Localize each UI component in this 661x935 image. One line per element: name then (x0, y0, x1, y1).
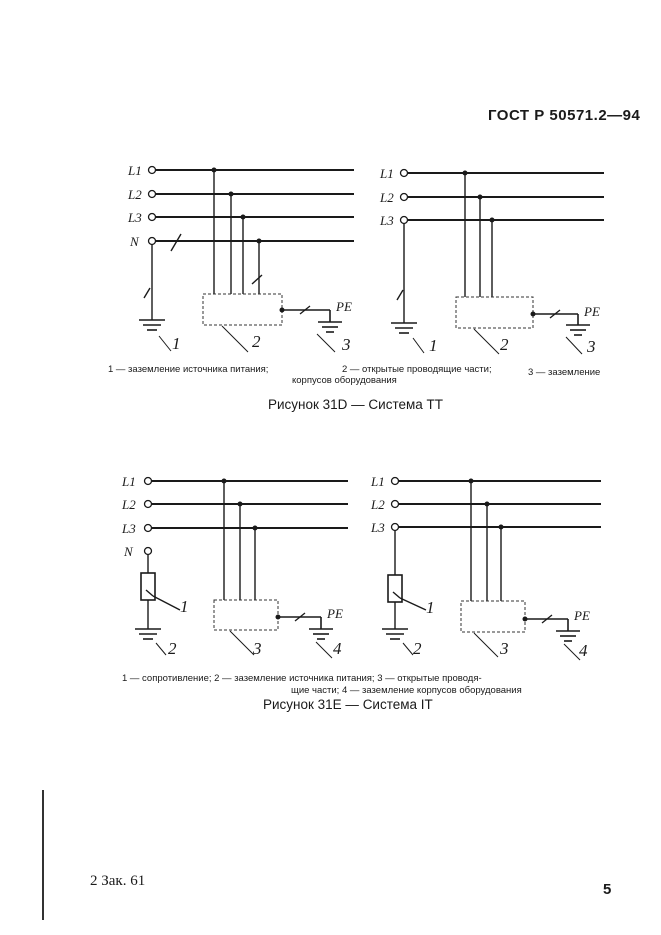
label-l1: L1 (128, 163, 142, 178)
callout-1-it-right: 1 (426, 598, 435, 617)
legend-item-3-cont: корпусов оборудования (292, 375, 397, 386)
label-l1-right: L1 (380, 166, 394, 181)
callout-4-it-right: 4 (579, 641, 588, 660)
label-n-it: N (124, 544, 133, 559)
legend-item-3: 3 — заземление (528, 367, 601, 378)
label-l3-it-right: L3 (371, 520, 385, 535)
label-l3: L3 (128, 210, 142, 225)
callout-2-it-right: 2 (413, 639, 422, 658)
legend-item-2: 2 — открытые проводящие части; (342, 364, 492, 375)
callout-1: 1 (172, 334, 181, 353)
document-header: ГОСТ Р 50571.2—94 (488, 107, 641, 124)
label-l1-it: L1 (122, 474, 136, 489)
callout-1-right: 1 (429, 336, 438, 355)
callout-3-it-right: 3 (500, 639, 509, 658)
label-l2-it-right: L2 (371, 497, 385, 512)
label-pe-it: PE (327, 606, 343, 621)
callout-3-right: 3 (587, 337, 596, 356)
margin-line (42, 790, 44, 920)
label-l3-right: L3 (380, 213, 394, 228)
caption-31d: Рисунок 31D — Система ТТ (268, 397, 444, 412)
label-l3-it: L3 (122, 521, 136, 536)
label-n: N (130, 234, 139, 249)
callout-2: 2 (252, 332, 261, 351)
callout-3-it: 3 (253, 639, 262, 658)
label-l1-it-right: L1 (371, 474, 385, 489)
legend-item-1: 1 — заземление источника питания; (108, 364, 269, 375)
callout-3: 3 (342, 335, 351, 354)
callout-4-it: 4 (333, 639, 342, 658)
caption-31e: Рисунок 31Е — Система IT (263, 697, 433, 712)
label-l2: L2 (128, 187, 142, 202)
legend-it-line-2: щие части; 4 — заземление корпусов оборудования (291, 685, 522, 696)
label-pe-right: PE (584, 304, 600, 319)
label-pe-it-right: PE (574, 608, 590, 623)
label-l2-right: L2 (380, 190, 394, 205)
page-number: 5 (603, 881, 612, 898)
callout-2-right: 2 (500, 335, 509, 354)
label-l2-it: L2 (122, 497, 136, 512)
label-pe: PE (336, 299, 352, 314)
callout-1-it: 1 (180, 597, 189, 616)
legend-it-line-1: 1 — сопротивление; 2 — заземление источника питания; 3 — открытые проводя- (122, 673, 482, 684)
callout-2-it: 2 (168, 639, 177, 658)
footer-order: 2 Зак. 61 (90, 873, 146, 889)
